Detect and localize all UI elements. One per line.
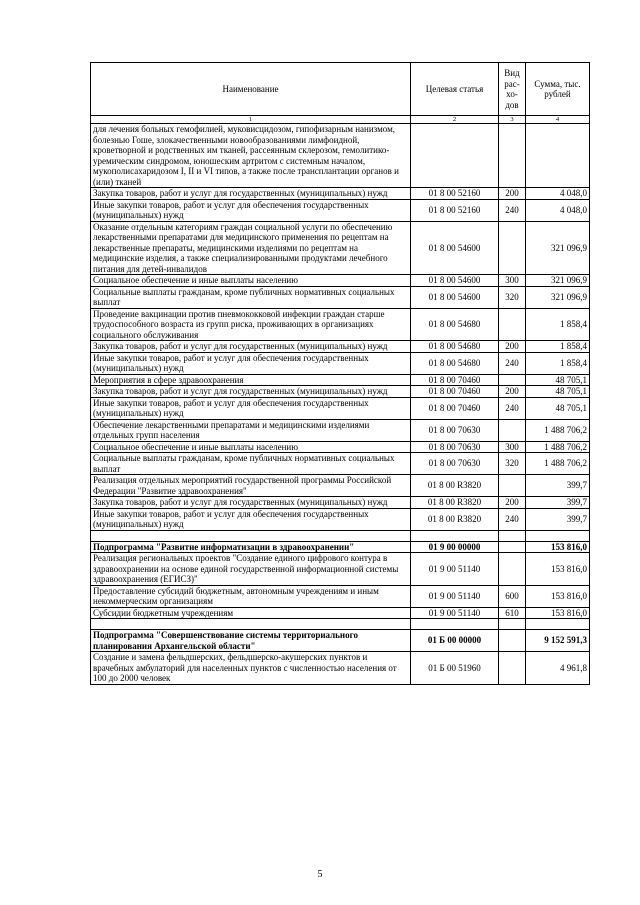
row-code: 01 8 00 54680	[411, 352, 499, 374]
row-sum: 321 096,9	[526, 221, 590, 275]
row-type	[499, 553, 526, 586]
row-type	[499, 374, 526, 386]
row-type: 300	[499, 441, 526, 453]
row-sum	[526, 124, 590, 188]
row-code: 01 8 00 R3820	[411, 508, 499, 530]
row-type	[499, 619, 526, 630]
row-code: 01 8 00 70460	[411, 397, 499, 419]
table-row	[91, 397, 590, 419]
row-name: Обеспечение лекарственными препаратами и медицинскими изделиями отдельных групп населения	[91, 419, 411, 441]
row-type	[499, 630, 526, 652]
subprogram-row	[91, 541, 590, 553]
row-sum: 4 048,0	[526, 199, 590, 221]
row-sum: 1 858,4	[526, 352, 590, 374]
table-row	[91, 374, 590, 386]
header-name: Наименование	[91, 63, 411, 116]
row-sum: 4 048,0	[526, 188, 590, 200]
row-sum: 48 705,1	[526, 374, 590, 386]
row-type: 200	[499, 386, 526, 398]
row-name: Предоставление субсидий бюджетным, автономным учреждениям и иным некоммерческим организациям	[91, 585, 411, 607]
row-code: 01 8 00 R3820	[411, 475, 499, 497]
table-body	[91, 124, 590, 685]
table-row	[91, 221, 590, 275]
column-number: 1	[91, 116, 411, 124]
table-row	[91, 188, 590, 200]
row-sum: 4 961,8	[526, 652, 590, 685]
header-type: Вид рас-хо-дов	[499, 63, 526, 116]
row-code: 01 8 00 54600	[411, 275, 499, 287]
row-sum: 1 858,4	[526, 308, 590, 341]
table-row	[91, 352, 590, 374]
spacer-row	[91, 530, 590, 541]
row-name: Закупка товаров, работ и услуг для государственных (муниципальных) нужд	[91, 341, 411, 353]
row-name: Социальное обеспечение и иные выплаты населению	[91, 275, 411, 287]
row-type	[499, 652, 526, 685]
row-name: Иные закупки товаров, работ и услуг для обеспечения государственных (муниципальных) нужд	[91, 508, 411, 530]
row-name: Социальные выплаты гражданам, кроме публичных нормативных социальных выплат	[91, 286, 411, 308]
row-type	[499, 530, 526, 541]
table-header-row	[91, 63, 590, 116]
row-name: Иные закупки товаров, работ и услуг для обеспечения государственных (муниципальных) нужд	[91, 397, 411, 419]
row-code: 01 8 00 70630	[411, 441, 499, 453]
row-name: Иные закупки товаров, работ и услуг для обеспечения государственных (муниципальных) нужд	[91, 199, 411, 221]
table-row	[91, 286, 590, 308]
row-type: 240	[499, 199, 526, 221]
table-row	[91, 341, 590, 353]
row-type: 320	[499, 286, 526, 308]
row-code: 01 Б 00 00000	[411, 630, 499, 652]
row-sum: 399,7	[526, 508, 590, 530]
row-code: 01 9 00 51140	[411, 607, 499, 619]
row-type: 300	[499, 275, 526, 287]
table-row	[91, 199, 590, 221]
row-sum: 1 488 706,2	[526, 419, 590, 441]
table-row	[91, 607, 590, 619]
row-name: Закупка товаров, работ и услуг для государственных (муниципальных) нужд	[91, 386, 411, 398]
page-number: 5	[317, 869, 323, 880]
row-name: Подпрограмма "Совершенствование системы территориального планирования Архангельской области"	[91, 630, 411, 652]
row-sum: 153 816,0	[526, 585, 590, 607]
row-sum: 399,7	[526, 475, 590, 497]
column-number: 3	[499, 116, 526, 124]
table-row	[91, 275, 590, 287]
row-sum: 48 705,1	[526, 397, 590, 419]
column-number: 4	[526, 116, 590, 124]
row-code: 01 8 00 52160	[411, 188, 499, 200]
row-code: 01 8 00 54680	[411, 341, 499, 353]
row-sum: 321 096,9	[526, 275, 590, 287]
row-code: 01 Б 00 51960	[411, 652, 499, 685]
row-name: Социальное обеспечение и иные выплаты населению	[91, 441, 411, 453]
row-name: Оказание отдельным категориям граждан социальной услуги по обеспечению лекарственными препаратами для медицинского применения по рецептам на лекарственные препараты, медицинскими изделиями по рецептам на медицинские изделия, а также специализированными продуктами лечебного питания для детей-инвалидов	[91, 221, 411, 275]
row-name	[91, 619, 411, 630]
row-code: 01 9 00 51140	[411, 585, 499, 607]
subprogram-row	[91, 630, 590, 652]
table-row	[91, 553, 590, 586]
table-row	[91, 441, 590, 453]
table-row	[91, 386, 590, 398]
row-type: 240	[499, 508, 526, 530]
row-code: 01 8 00 54600	[411, 286, 499, 308]
row-sum	[526, 619, 590, 630]
table-row	[91, 652, 590, 685]
row-sum: 321 096,9	[526, 286, 590, 308]
row-sum: 1 488 706,2	[526, 453, 590, 475]
row-code: 01 8 00 70630	[411, 453, 499, 475]
row-code	[411, 124, 499, 188]
row-name: Субсидии бюджетным учреждениям	[91, 607, 411, 619]
row-code: 01 8 00 70460	[411, 386, 499, 398]
table-row	[91, 508, 590, 530]
row-type: 200	[499, 188, 526, 200]
row-sum	[526, 530, 590, 541]
budget-table	[90, 62, 590, 685]
row-name: Закупка товаров, работ и услуг для государственных (муниципальных) нужд	[91, 188, 411, 200]
row-sum: 9 152 591,3	[526, 630, 590, 652]
row-type: 240	[499, 352, 526, 374]
table-row	[91, 308, 590, 341]
row-code: 01 8 00 70630	[411, 419, 499, 441]
row-code: 01 8 00 54680	[411, 308, 499, 341]
row-name	[91, 530, 411, 541]
row-type: 600	[499, 585, 526, 607]
column-number: 2	[411, 116, 499, 124]
row-name: Реализация региональных проектов "Создание единого цифрового контура в здравоохранении на основе единой государственной информационной системы здравоохранения (ЕГИСЗ)"	[91, 553, 411, 586]
row-name: Закупка товаров, работ и услуг для государственных (муниципальных) нужд	[91, 497, 411, 509]
row-type	[499, 124, 526, 188]
row-name: Реализация отдельных мероприятий государственной программы Российской Федерации "Развитие здравоохранения"	[91, 475, 411, 497]
row-type: 610	[499, 607, 526, 619]
column-number-row	[91, 116, 590, 124]
row-name: Социальные выплаты гражданам, кроме публичных нормативных социальных выплат	[91, 453, 411, 475]
row-code	[411, 530, 499, 541]
row-sum: 1 488 706,2	[526, 441, 590, 453]
table-row	[91, 475, 590, 497]
row-type	[499, 221, 526, 275]
row-name: для лечения больных гемофилией, муковисцидозом, гипофизарным нанизмом, болезнью Гоше, злокачественными новообразованиями лимфоидной, кроветворной и родственных им тканей, рассеянным склерозом, гемолитико-уремическим синдромом, юношеским артритом с системным началом, мукополисахаридозом I, II и VI типов, а также после трансплантации органов и (или) тканей	[91, 124, 411, 188]
row-type	[499, 308, 526, 341]
row-code: 01 8 00 52160	[411, 199, 499, 221]
table-row	[91, 419, 590, 441]
row-type: 320	[499, 453, 526, 475]
row-type: 200	[499, 341, 526, 353]
row-sum: 399,7	[526, 497, 590, 509]
table-row	[91, 124, 590, 188]
table-row	[91, 453, 590, 475]
spacer-row	[91, 619, 590, 630]
table-row	[91, 585, 590, 607]
row-sum: 48 705,1	[526, 386, 590, 398]
row-name: Подпрограмма "Развитие информатизации в здравоохранении"	[91, 541, 411, 553]
row-type: 240	[499, 397, 526, 419]
header-sum: Сумма, тыс. рублей	[526, 63, 590, 116]
row-code	[411, 619, 499, 630]
row-code: 01 8 00 R3820	[411, 497, 499, 509]
row-name: Иные закупки товаров, работ и услуг для обеспечения государственных (муниципальных) нужд	[91, 352, 411, 374]
row-code: 01 9 00 00000	[411, 541, 499, 553]
row-sum: 1 858,4	[526, 341, 590, 353]
row-code: 01 9 00 51140	[411, 553, 499, 586]
row-name: Мероприятия в сфере здравоохранения	[91, 374, 411, 386]
row-sum: 153 816,0	[526, 541, 590, 553]
row-sum: 153 816,0	[526, 607, 590, 619]
row-sum: 153 816,0	[526, 553, 590, 586]
row-code: 01 8 00 70460	[411, 374, 499, 386]
row-type	[499, 541, 526, 553]
row-type: 200	[499, 497, 526, 509]
row-type	[499, 475, 526, 497]
row-name: Создание и замена фельдшерских, фельдшерско-акушерских пунктов и врачебных амбулаторий для населенных пунктов с численностью населения от 100 до 2000 человек	[91, 652, 411, 685]
row-code: 01 8 00 54600	[411, 221, 499, 275]
row-name: Проведение вакцинации против пневмококковой инфекции граждан старше трудоспособного возраста из групп риска, проживающих в организациях социального обслуживания	[91, 308, 411, 341]
row-type	[499, 419, 526, 441]
table-row	[91, 497, 590, 509]
header-code: Целевая статья	[411, 63, 499, 116]
